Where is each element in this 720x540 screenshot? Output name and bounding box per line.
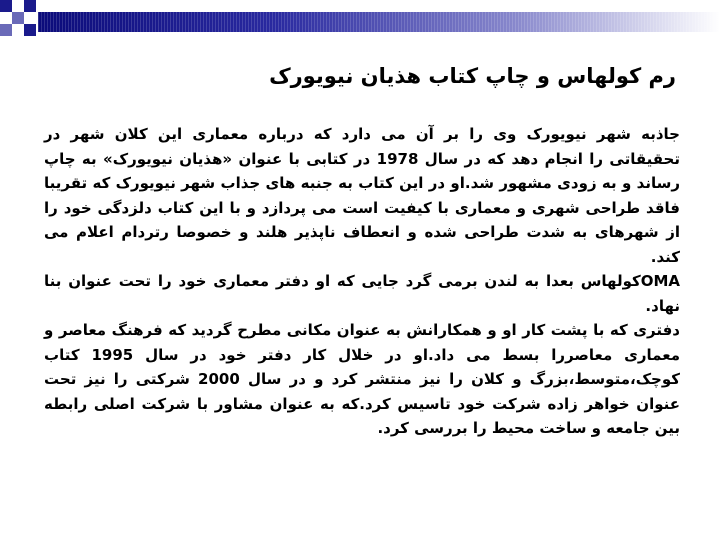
body-paragraph-1: جاذبه شهر نیویورک وی را بر آن می دارد که درباره معماری این کلان شهر در تحقیقاتی را انجام دهد که در سال 1978 در کتابی با عنوان «هذیان نیویورک» به چاپ رساند و به زودی مشهور شد.او در این کتاب به جنبه های جذاب شهر نیویورک که تقریبا فاقد طراحی شهری و معماری با کیفیت است می پردازد و با این کتاب دلزدگی خود را از شهرهای به شدت طراحی شده و انعطاف ناپذیر هلند و خصوصا رتردام اعلام می کند. — [44, 125, 680, 266]
slide-body — [44, 122, 680, 441]
header-band — [0, 0, 720, 40]
body-paragraph-2: OMAکولهاس بعدا به لندن برمی گرد جایی که او دفتر معماری خود را تحت عنوان بنا نهاد. — [44, 272, 680, 315]
checker-decoration — [0, 0, 38, 36]
body-paragraph-3: دفتری که با پشت کار او و همکارانش به عنوان مکانی مطرح گردید که فرهنگ معاصر و معماری معاصررا بسط می داد.او در خلال کار دفتر خود در سال 1995 کتاب کوچک،متوسط،بزرگ و کلان را نیز منتشر کرد و در سال 2000 شرکتی را نیز تحت عنوان خواهر زاده شرکت خود تاسیس کرد.که به عنوان مشاور با شرکت اصلی رابطه بین جامعه و ساخت محیط را بررسی کرد. — [44, 321, 680, 437]
header-stripe-texture — [38, 12, 720, 32]
slide-title: رم کولهاس و چاپ کتاب هذیان نیویورک — [269, 64, 676, 88]
